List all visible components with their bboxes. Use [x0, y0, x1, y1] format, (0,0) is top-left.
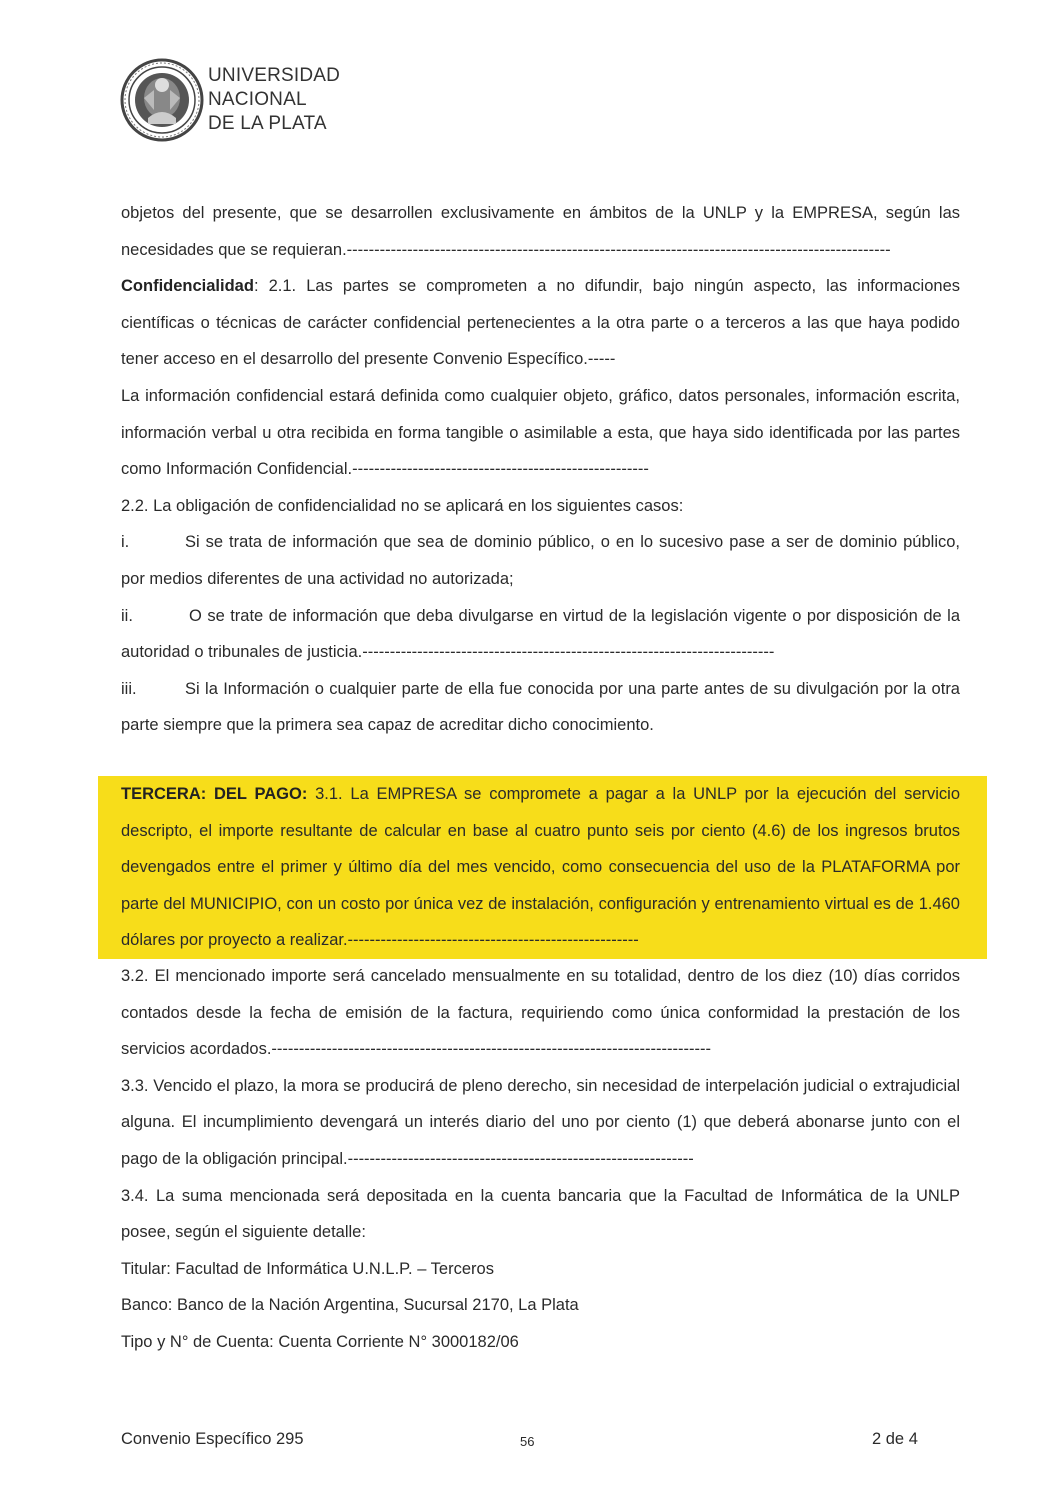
list-item-ii	[121, 598, 960, 671]
paragraph-informacion-confidencial: La información confidencial estará definida como cualquier objeto, gráfico, datos personales, información escrita, información verbal u otra recibida en forma tangible o asimilable a esta, que haya sido identificada por las partes como Información Confidencial.------------------------------------------------------	[121, 386, 960, 479]
clause-label-confidencialidad: Confidencialidad	[121, 277, 254, 296]
paragraph-3-2: 3.2. El mencionado importe será cancelado mensualmente en su totalidad, dentro de los diez (10) días corridos contados desde la fecha de emisión de la factura, requiriendo como única conformidad la prestación de los servicios acordados.--------------------------------------------------------------------------------	[121, 967, 960, 1059]
footer-folio-number: 56	[520, 1434, 535, 1449]
list-item-iii	[121, 671, 960, 744]
account-holder: Titular: Facultad de Informática U.N.L.P. – Terceros	[121, 1259, 494, 1278]
letterhead	[118, 40, 358, 160]
paragraph-3-3: 3.3. Vencido el plazo, la mora se producirá de pleno derecho, sin necesidad de interpelación judicial o extrajudicial alguna. El incumplimiento devengará un interés diario del uno por ciento (1) que deberá abonarse junto con el pago de la obligación principal.---------------------------------------------------------------	[121, 1076, 960, 1168]
paragraph-3-4: 3.4. La suma mencionada será depositada en la cuenta bancaria que la Facultad de Informática de la UNLP posee, según el siguiente detalle:	[121, 1186, 960, 1242]
list-item-text: O se trate de información que deba divulgarse en virtud de la legislación vigente o por disposición de la autoridad o tribunales de justicia.---------------------------------------------------------------------------	[121, 606, 960, 662]
footer-page-count: 2 de 4	[872, 1430, 918, 1448]
document-body	[121, 195, 960, 744]
university-name	[208, 64, 340, 136]
list-item-number: iii.	[121, 679, 137, 698]
university-name-line-2: NACIONAL	[208, 89, 307, 110]
clause-text-tercera: 3.1. La EMPRESA se compromete a pagar a la UNLP por la ejecución del servicio descripto, el importe resultante de calcular en base al cuatro punto seis por ciento (4.6) de los ingresos brutos devengados entre el primer y último día del mes vencido, como consecuencia del uso de la PLATAFORMA por parte del MUNICIPIO, con un costo por única vez de instalación, configuración y entrenamiento virtual es de 1.460 dólares por proyecto a realizar.-----------------------------------------------------	[121, 785, 960, 950]
paragraph-objetos: objetos del presente, que se desarrollen exclusivamente en ámbitos de la UNLP y la EMPRESA, según las necesidades que se requieran.---------------------------------------------------------------------------------------------------	[121, 204, 960, 259]
paragraph-tercera	[121, 776, 960, 959]
document-body-continued	[121, 958, 960, 1361]
list-item-text: Si la Información o cualquier parte de ella fue conocida por una parte antes de su divulgación por la otra parte siempre que la primera sea capaz de acreditar dicho conocimiento.	[121, 679, 960, 735]
footer-document-title: Convenio Específico 295	[121, 1430, 304, 1448]
clause-label-tercera: TERCERA: DEL PAGO:	[121, 785, 308, 803]
account-number: Tipo y N° de Cuenta: Cuenta Corriente N° 3000182/06	[121, 1332, 519, 1351]
list-item-text: Si se trata de información que sea de dominio público, o en lo sucesivo pase a ser de dominio público, por medios diferentes de una actividad no autorizada;	[121, 533, 960, 588]
clause-tercera	[121, 776, 960, 959]
university-name-line-1: UNIVERSIDAD	[208, 65, 341, 86]
paragraph-obligacion: 2.2. La obligación de confidencialidad no se aplicará en los siguientes casos:	[121, 496, 684, 515]
paragraph-confidencialidad	[121, 268, 960, 378]
list-item-i	[121, 524, 960, 597]
clause-text-confidencialidad: : 2.1. Las partes se comprometen a no difundir, bajo ningún aspecto, las informaciones científicas o técnicas de carácter confidencial pertenecientes a la otra parte o a terceros a las que haya podido tener acceso en el desarrollo del presente Convenio Específico.-----	[121, 277, 960, 369]
list-item-number: ii.	[121, 606, 133, 625]
university-name-line-3: DE LA PLATA	[208, 113, 327, 134]
list-item-number: i.	[121, 533, 130, 552]
bank-name: Banco: Banco de la Nación Argentina, Sucursal 2170, La Plata	[121, 1296, 579, 1315]
unlp-seal-icon	[118, 40, 208, 158]
